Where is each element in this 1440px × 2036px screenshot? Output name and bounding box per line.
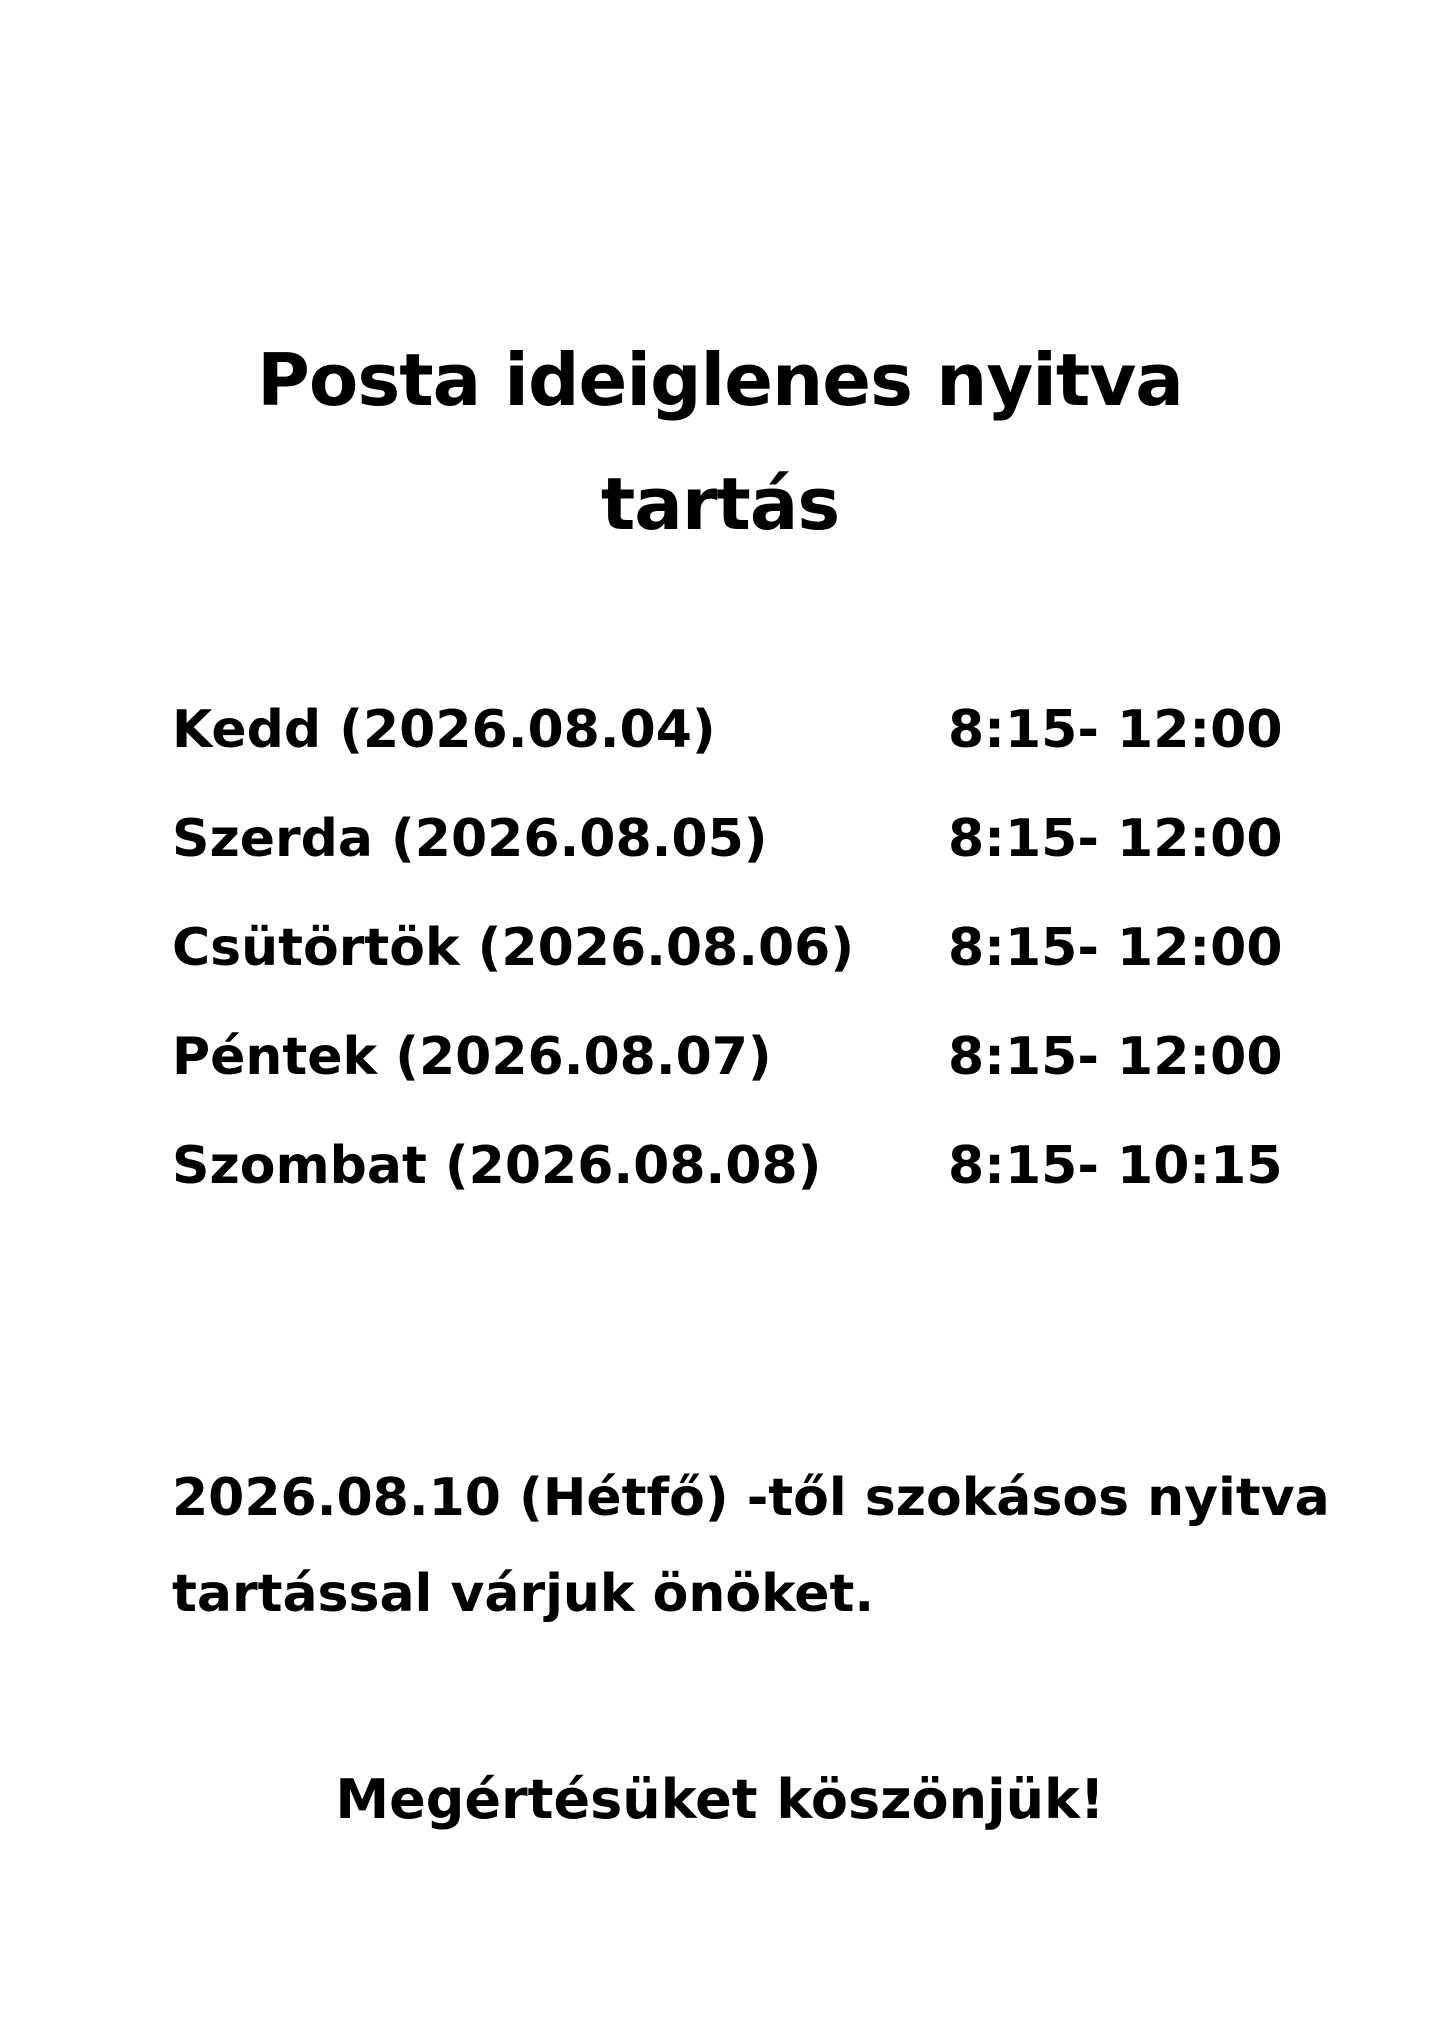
page-title-line-1: Posta ideiglenes nyitva <box>257 338 1183 422</box>
schedule-hours: 8:15- 12:00 <box>948 700 1283 760</box>
schedule-row-szerda <box>172 799 1283 908</box>
schedule-row-kedd <box>172 690 1283 799</box>
schedule-day: Szombat (2026.08.08) <box>172 1136 822 1196</box>
opening-hours-schedule <box>172 690 1283 1235</box>
schedule-day: Csütörtök (2026.08.06) <box>172 918 855 978</box>
schedule-row-szombat <box>172 1126 1283 1235</box>
page-title-line-2: tartás <box>600 462 840 546</box>
regular-hours-notice <box>172 1450 1330 1642</box>
schedule-day: Szerda (2026.08.05) <box>172 809 768 869</box>
schedule-row-csutortok <box>172 908 1283 1017</box>
schedule-day: Kedd (2026.08.04) <box>172 700 716 760</box>
thanks-message: Megértésüket köszönjük! <box>335 1768 1105 1831</box>
schedule-hours: 8:15- 12:00 <box>948 1027 1283 1087</box>
schedule-hours: 8:15- 12:00 <box>948 918 1283 978</box>
schedule-hours: 8:15- 10:15 <box>948 1136 1283 1196</box>
schedule-day: Péntek (2026.08.07) <box>172 1027 772 1087</box>
page-title <box>0 318 1440 566</box>
notice-line-2: tartással várjuk önöket. <box>172 1564 875 1624</box>
schedule-hours: 8:15- 12:00 <box>948 809 1283 869</box>
schedule-row-pentek <box>172 1017 1283 1126</box>
notice-line-1: 2026.08.10 (Hétfő) -től szokásos nyitva <box>172 1468 1330 1528</box>
